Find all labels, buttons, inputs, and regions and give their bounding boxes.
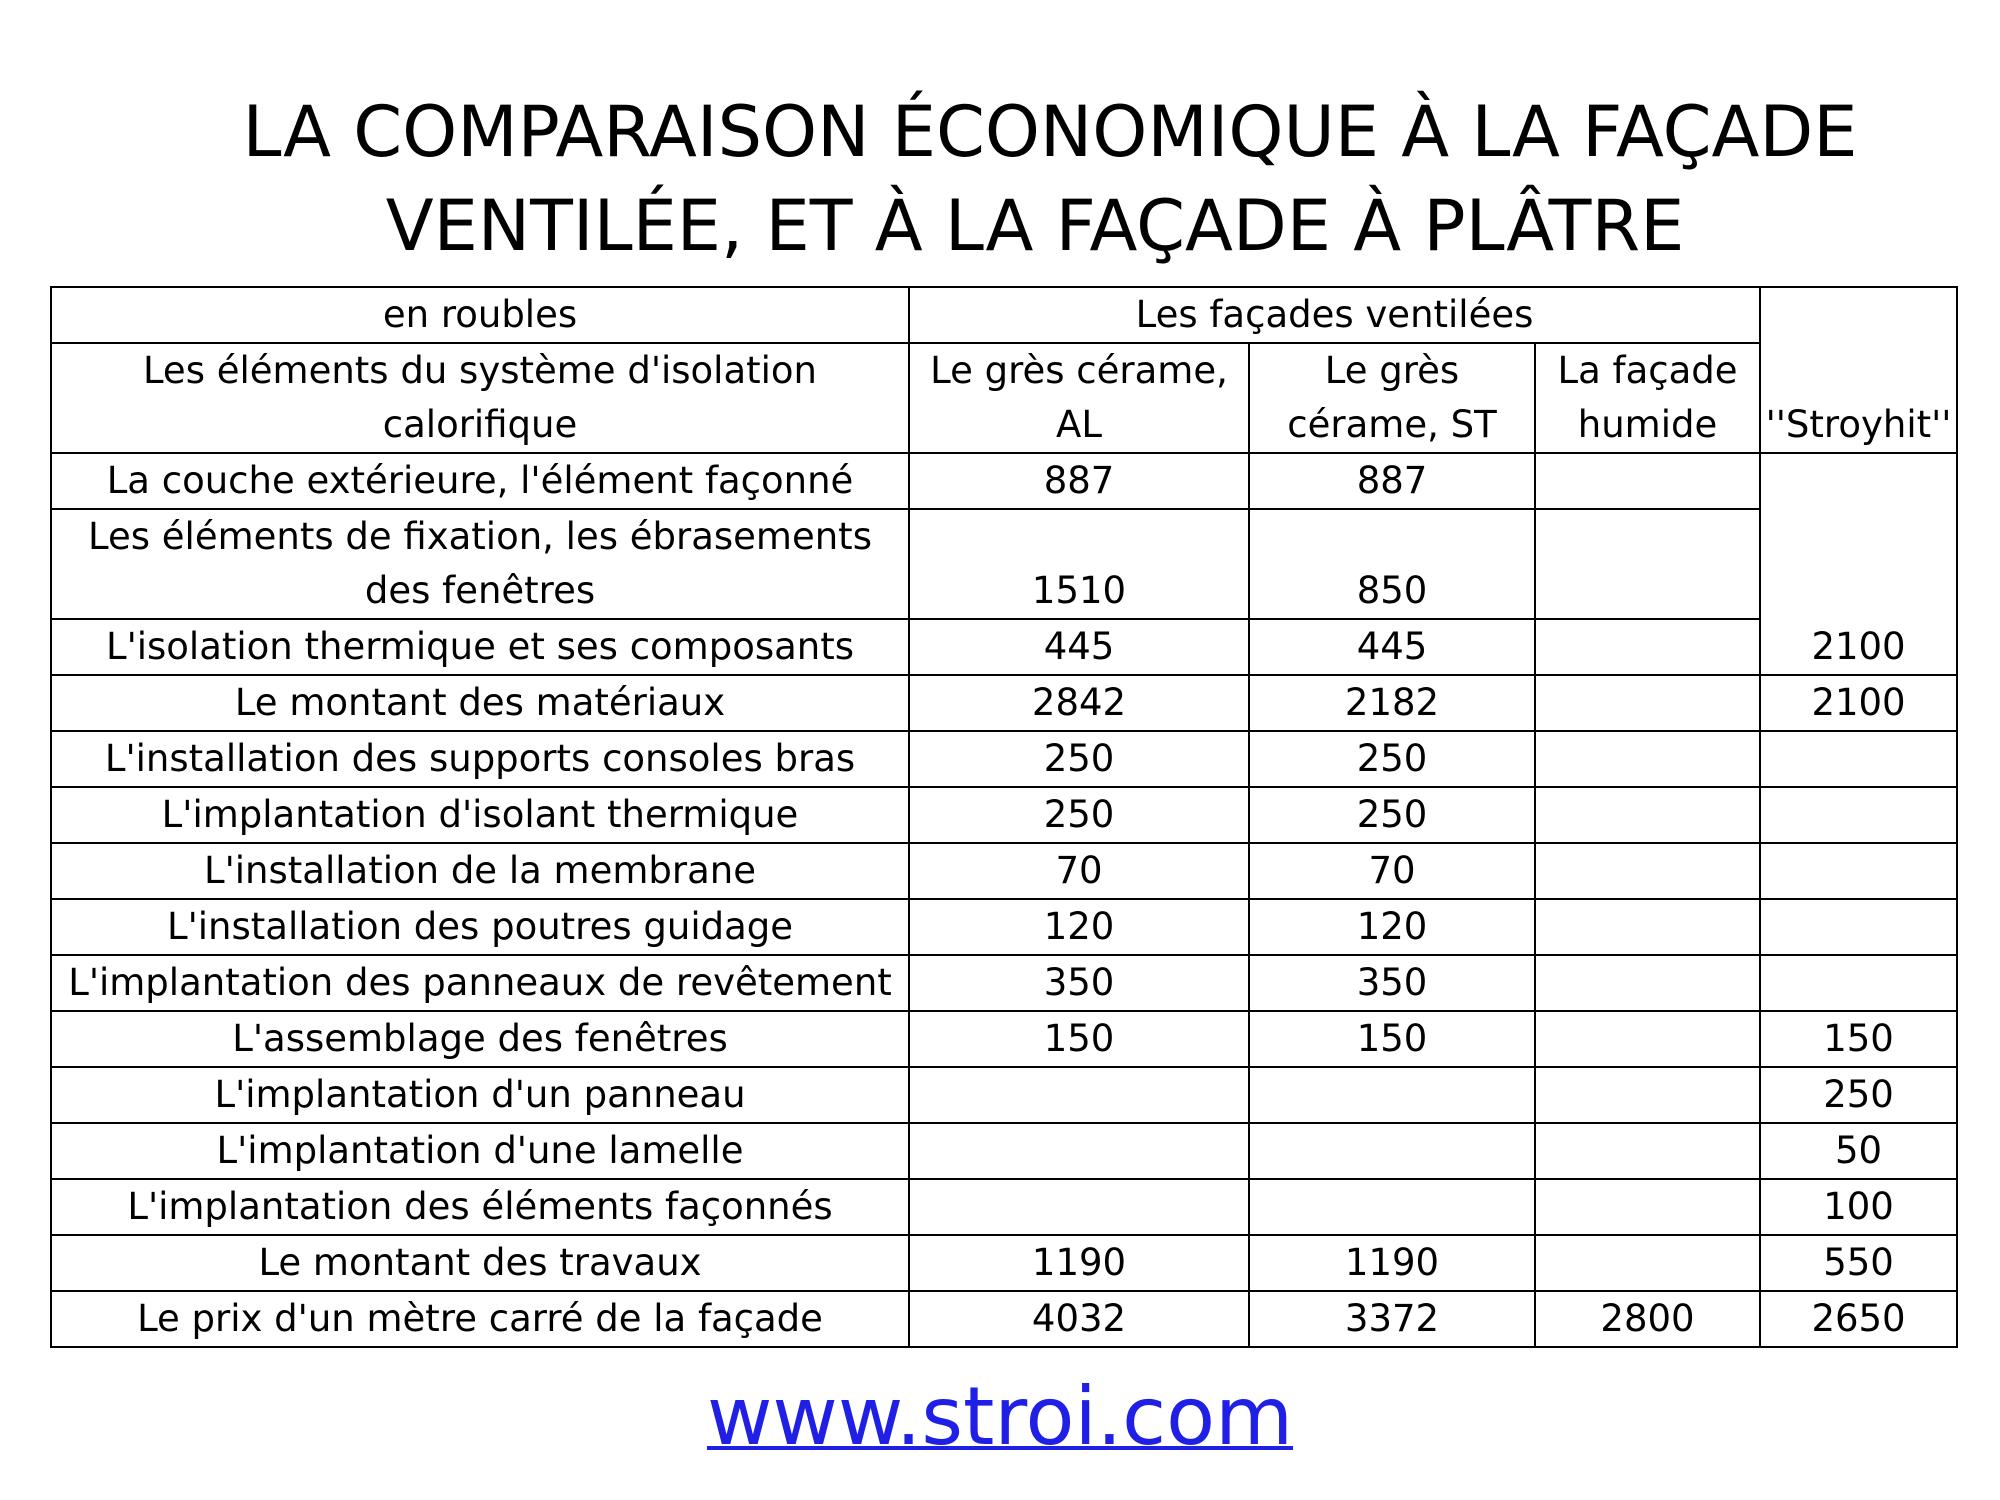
row-label: L'installation des supports consoles bras xyxy=(51,731,909,787)
table-row xyxy=(51,619,1957,675)
table-row xyxy=(51,1123,1957,1179)
cell-stroyhit: 100 xyxy=(1760,1179,1957,1235)
cell-al: 70 xyxy=(909,843,1249,899)
cell-stroyhit: 250 xyxy=(1760,1067,1957,1123)
cell-humide xyxy=(1535,453,1760,509)
table-row xyxy=(51,731,1957,787)
cell-al: 1510 xyxy=(909,509,1249,619)
cell-humide xyxy=(1535,955,1760,1011)
table-row xyxy=(51,1179,1957,1235)
cell-st: 887 xyxy=(1249,453,1535,509)
header-row-1 xyxy=(51,287,1957,343)
table-row xyxy=(51,453,1957,509)
table-row xyxy=(51,1067,1957,1123)
table-row xyxy=(51,1291,1957,1347)
cell-stroyhit: 2650 xyxy=(1760,1291,1957,1347)
cell-humide xyxy=(1535,843,1760,899)
column-header-st: Le grès cérame, ST xyxy=(1249,343,1535,453)
row-label: L'implantation des éléments façonnés xyxy=(51,1179,909,1235)
cell-stroyhit: 50 xyxy=(1760,1123,1957,1179)
cell-stroyhit: 550 xyxy=(1760,1235,1957,1291)
cell-stroyhit-merged: 2100 xyxy=(1760,453,1957,675)
cell-stroyhit xyxy=(1760,787,1957,843)
cell-al: 445 xyxy=(909,619,1249,675)
table-row xyxy=(51,509,1957,619)
row-label: Le montant des matériaux xyxy=(51,675,909,731)
cell-st: 850 xyxy=(1249,509,1535,619)
table-row xyxy=(51,1011,1957,1067)
cell-stroyhit: 150 xyxy=(1760,1011,1957,1067)
cell-humide xyxy=(1535,1123,1760,1179)
cell-stroyhit xyxy=(1760,843,1957,899)
cell-humide xyxy=(1535,509,1760,619)
cell-humide: 2800 xyxy=(1535,1291,1760,1347)
table-row xyxy=(51,955,1957,1011)
row-label: L'implantation d'un panneau xyxy=(51,1067,909,1123)
row-label: L'implantation d'isolant thermique xyxy=(51,787,909,843)
cell-st: 350 xyxy=(1249,955,1535,1011)
cell-al xyxy=(909,1067,1249,1123)
cell-st xyxy=(1249,1179,1535,1235)
cell-humide xyxy=(1535,1011,1760,1067)
row-label: Les éléments de fixation, les ébrasements des fenêtres xyxy=(51,509,909,619)
cell-st: 70 xyxy=(1249,843,1535,899)
cell-stroyhit: 2100 xyxy=(1760,675,1957,731)
footer xyxy=(0,1370,2000,1463)
row-header: Les éléments du système d'isolation calorifique xyxy=(51,343,909,453)
row-label: L'isolation thermique et ses composants xyxy=(51,619,909,675)
cell-al xyxy=(909,1179,1249,1235)
column-header-al: Le grès cérame, AL xyxy=(909,343,1249,453)
cell-stroyhit xyxy=(1760,955,1957,1011)
column-header-stroyhit: ''Stroyhit'' xyxy=(1760,287,1957,453)
table-row xyxy=(51,1235,1957,1291)
column-header-humide: La façade humide xyxy=(1535,343,1760,453)
table-row xyxy=(51,899,1957,955)
cell-st: 250 xyxy=(1249,731,1535,787)
row-label: L'implantation des panneaux de revêtement xyxy=(51,955,909,1011)
row-label: Le prix d'un mètre carré de la façade xyxy=(51,1291,909,1347)
row-label: L'installation de la membrane xyxy=(51,843,909,899)
cell-humide xyxy=(1535,731,1760,787)
cell-st: 2182 xyxy=(1249,675,1535,731)
cell-al: 150 xyxy=(909,1011,1249,1067)
cell-humide xyxy=(1535,619,1760,675)
cell-al: 350 xyxy=(909,955,1249,1011)
row-label: Le montant des travaux xyxy=(51,1235,909,1291)
row-label: La couche extérieure, l'élément façonné xyxy=(51,453,909,509)
group-header: Les façades ventilées xyxy=(909,287,1760,343)
table-row xyxy=(51,787,1957,843)
cell-al: 4032 xyxy=(909,1291,1249,1347)
cell-al: 250 xyxy=(909,787,1249,843)
cell-st xyxy=(1249,1067,1535,1123)
cell-humide xyxy=(1535,787,1760,843)
cell-st: 3372 xyxy=(1249,1291,1535,1347)
row-label: L'installation des poutres guidage xyxy=(51,899,909,955)
cell-humide xyxy=(1535,1067,1760,1123)
website-link[interactable]: www.stroi.com xyxy=(706,1370,1293,1463)
cell-humide xyxy=(1535,1179,1760,1235)
cell-st: 150 xyxy=(1249,1011,1535,1067)
cell-al: 250 xyxy=(909,731,1249,787)
table-row xyxy=(51,675,1957,731)
cell-st: 120 xyxy=(1249,899,1535,955)
header-row-2 xyxy=(51,343,1957,453)
cell-humide xyxy=(1535,675,1760,731)
cell-al: 1190 xyxy=(909,1235,1249,1291)
comparison-table xyxy=(50,286,1958,1348)
row-label: L'assemblage des fenêtres xyxy=(51,1011,909,1067)
table-row xyxy=(51,843,1957,899)
cell-al xyxy=(909,1123,1249,1179)
cell-al: 120 xyxy=(909,899,1249,955)
title-line-1: LA COMPARAISON ÉCONOMIQUE À LA FAÇADE xyxy=(242,91,1858,173)
cell-st: 445 xyxy=(1249,619,1535,675)
cell-st xyxy=(1249,1123,1535,1179)
unit-cell: en roubles xyxy=(51,287,909,343)
cell-al: 887 xyxy=(909,453,1249,509)
title-line-2: VENTILÉE, ET À LA FAÇADE À PLÂTRE xyxy=(385,185,1685,267)
page-title xyxy=(0,85,2000,273)
cell-st: 1190 xyxy=(1249,1235,1535,1291)
cell-humide xyxy=(1535,899,1760,955)
cell-stroyhit xyxy=(1760,899,1957,955)
cell-st: 250 xyxy=(1249,787,1535,843)
cell-humide xyxy=(1535,1235,1760,1291)
cell-stroyhit xyxy=(1760,731,1957,787)
row-label: L'implantation d'une lamelle xyxy=(51,1123,909,1179)
cell-al: 2842 xyxy=(909,675,1249,731)
